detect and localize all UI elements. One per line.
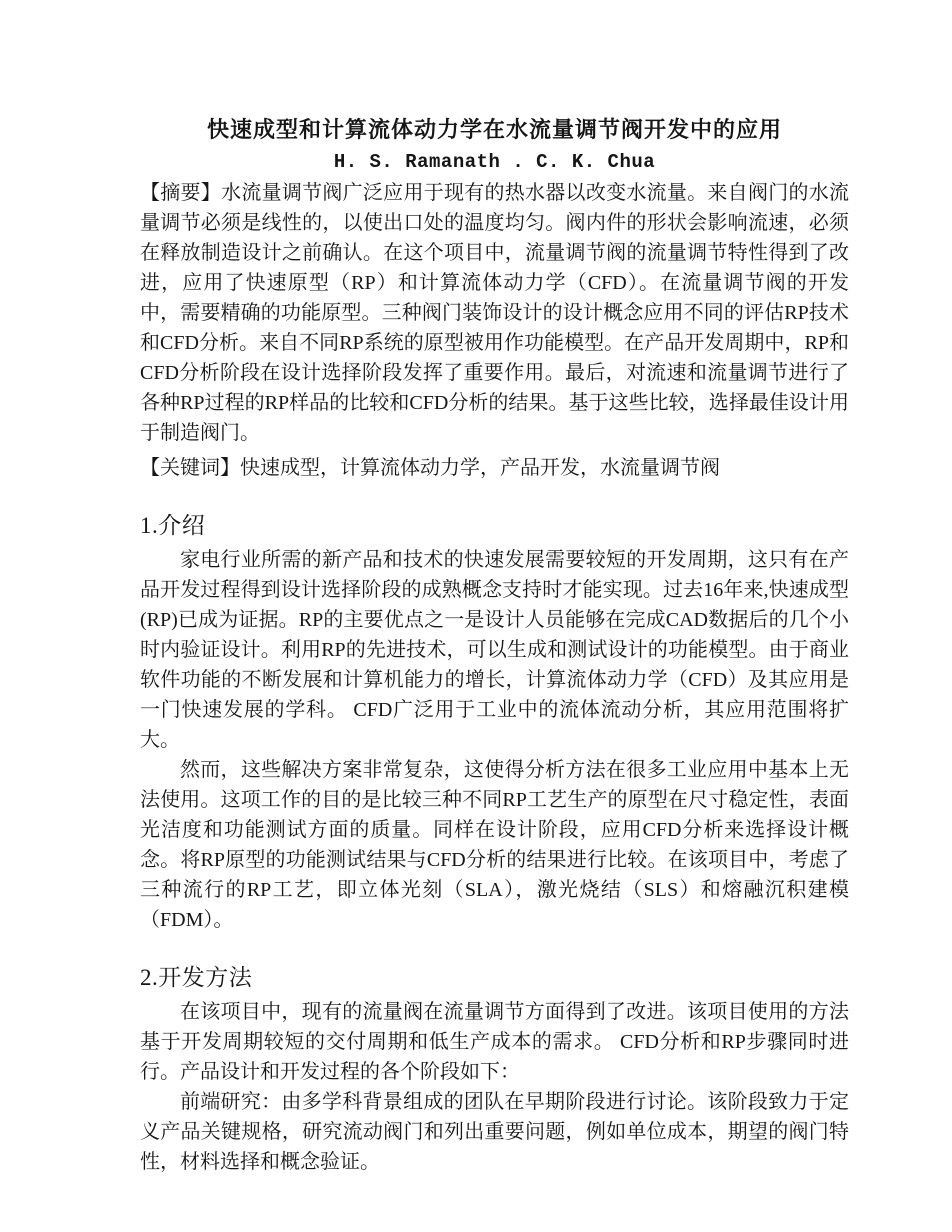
abstract-label: 【摘要】 <box>140 182 222 204</box>
section-heading-introduction: 1.介绍 <box>140 513 206 538</box>
abstract-paragraph <box>140 178 849 448</box>
development-method-paragraph-2: 前端研究：由多学科背景组成的团队在早期阶段进行讨论。该阶段致力于定义产品关键规格，研究流动阀门和列出重要问题，例如单位成本，期望的阀门特性，材料选择和概念验证。 <box>140 1091 849 1173</box>
paper-title: 快速成型和计算流体动力学在水流量调节阀开发中的应用 <box>206 117 782 142</box>
keywords-text: 快速成型，计算流体动力学，产品开发，水流量调节阀 <box>240 457 720 479</box>
keywords-paragraph <box>140 453 849 483</box>
section-heading-development-method: 2.开发方法 <box>140 965 253 990</box>
development-method-paragraph-1: 在该项目中，现有的流量阀在流量调节方面得到了改进。该项目使用的方法基于开发周期较短的交付周期和低生产成本的需求。 CFD分析和RP步骤同时进行。产品设计和开发过程的各个阶段如下： <box>140 1001 849 1083</box>
introduction-paragraph-1: 家电行业所需的新产品和技术的快速发展需要较短的开发周期，这只有在产品开发过程得到设计选择阶段的成熟概念支持时才能实现。过去16年来,快速成型(RP)已成为证据。RP的主要优点之一是设计人员能够在完成CAD数据后的几个小时内验证设计。利用RP的先进技术，可以生成和测试设计的功能模型。由于商业软件功能的不断发展和计算机能力的增长，计算流体动力学（CFD）及其应用是一门快速发展的学科。 CFD广泛用于工业中的流体流动分析，其应用范围将扩大。 <box>140 549 849 751</box>
keywords-label: 【关键词】 <box>140 457 240 479</box>
paper-authors: H. S. Ramanath . C. K. Chua <box>333 151 656 173</box>
introduction-paragraph-2: 然而，这些解决方案非常复杂，这使得分析方法在很多工业应用中基本上无法使用。这项工作的目的是比较三种不同RP工艺生产的原型在尺寸稳定性，表面光洁度和功能测试方面的质量。同样在设计阶段，应用CFD分析来选择设计概念。将RP原型的功能测试结果与CFD分析的结果进行比较。在该项目中，考虑了三种流行的RP工艺，即立体光刻（SLA），激光烧结（SLS）和熔融沉积建模（FDM）。 <box>140 759 849 931</box>
abstract-text: 水流量调节阀广泛应用于现有的热水器以改变水流量。来自阀门的水流量调节必须是线性的，以使出口处的温度均匀。阀内件的形状会影响流速，必须在释放制造设计之前确认。在这个项目中，流量调节阀的流量调节特性得到了改进，应用了快速原型（RP）和计算流体动力学（CFD）。在流量调节阀的开发中，需要精确的功能原型。三种阀门装饰设计的设计概念应用不同的评估RP技术和CFD分析。来自不同RP系统的原型被用作功能模型。在产品开发周期中，RP和CFD分析阶段在设计选择阶段发挥了重要作用。最后，对流速和流量调节进行了各种RP过程的RP样品的比较和CFD分析的结果。基于这些比较，选择最佳设计用于制造阀门。 <box>140 182 850 444</box>
